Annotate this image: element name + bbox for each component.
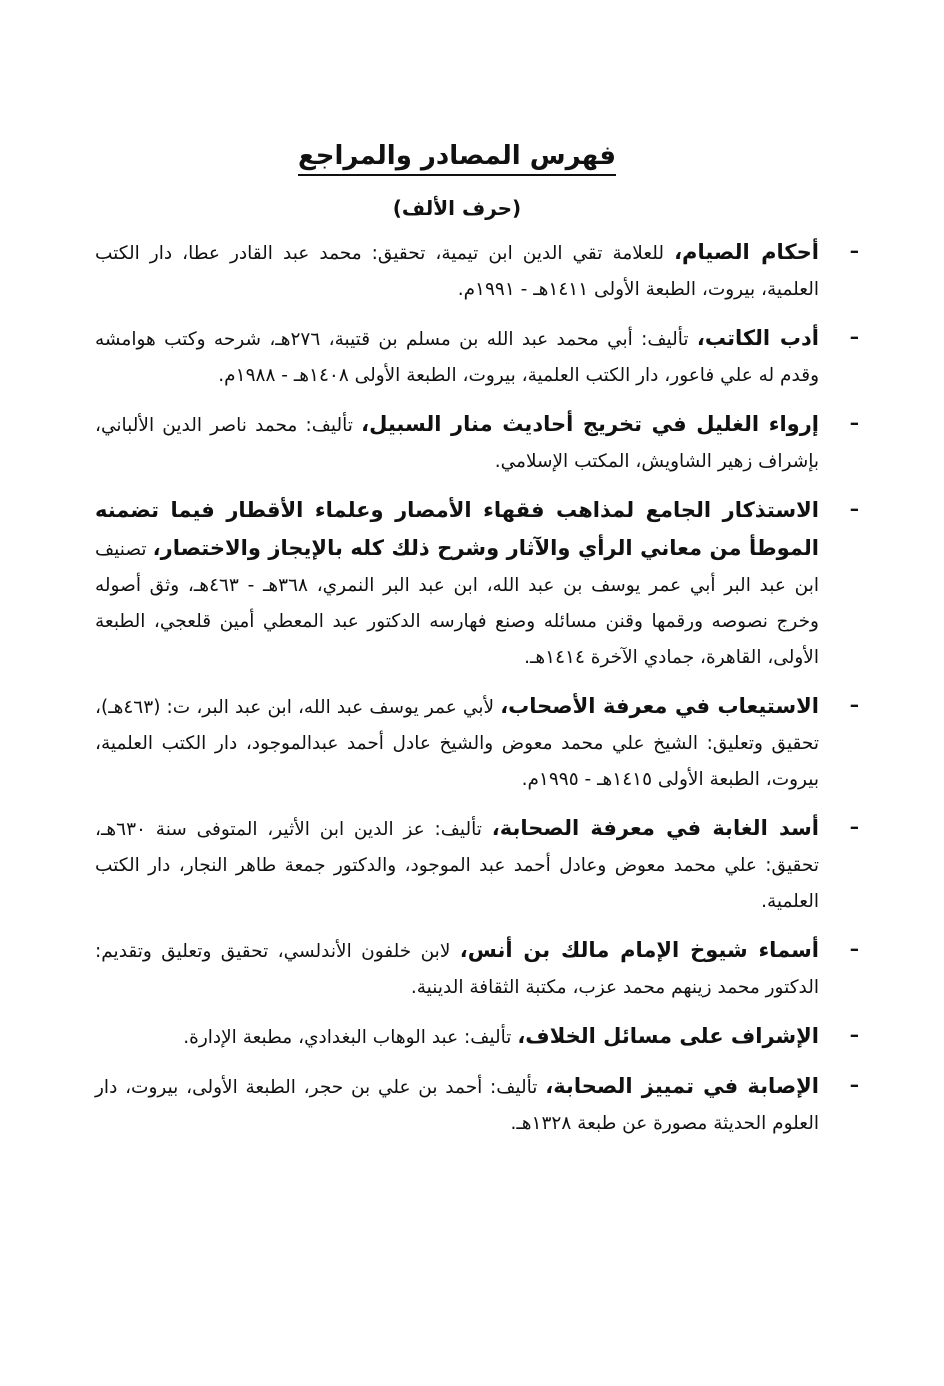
entry-detail: تصنيف ابن عبد البر أبي عمر يوسف بن عبد الله، ابن عبد البر النمري، ٣٦٨هـ - ٤٦٣هـ، وثق أصوله وخرج نصوصه ورقمها وقنن مسائله وصنع فهارسه الدكتور عبد المعطي أمين قلعجي، الطبعة الأولى، القاهرة، جمادي الآخرة ١٤١٤هـ. xyxy=(95,538,819,668)
entry-dash: – xyxy=(849,1074,859,1096)
entry-title: الاستذكار الجامع لمذاهب فقهاء الأمصار وعلماء الأقطار فيما تضمنه الموطأ من معاني الرأي والآثار وشرح ذلك كله بالإيجاز والاختصار، xyxy=(95,497,819,560)
entry-title: الإشراف على مسائل الخلاف، xyxy=(517,1023,819,1048)
entry-detail: تأليف: عبد الوهاب البغدادي، مطبعة الإدارة. xyxy=(183,1026,512,1048)
reference-entry xyxy=(95,1068,859,1142)
page-title xyxy=(95,140,819,174)
entry-dash: – xyxy=(849,498,859,520)
entry-detail: تأليف: محمد ناصر الدين الألباني، بإشراف زهير الشاويش، المكتب الإسلامي. xyxy=(95,414,819,472)
entry-title: أدب الكاتب، xyxy=(696,325,819,350)
entry-title: الإصابة في تمييز الصحابة، xyxy=(545,1073,819,1098)
reference-entry xyxy=(95,1018,859,1056)
entry-dash: – xyxy=(849,326,859,348)
entry-title: أسد الغابة في معرفة الصحابة، xyxy=(491,815,819,840)
reference-entry xyxy=(95,406,859,480)
entry-detail: لأبي عمر يوسف عبد الله، ابن عبد البر، ت: (٤٦٣هـ)، تحقيق وتعليق: الشيخ علي محمد معوض والشيخ عادل أحمد عبدالموجود، دار الكتب العلمية، بيروت، الطبعة الأولى ١٤١٥هـ - ١٩٩٥م. xyxy=(95,696,819,790)
reference-entry xyxy=(95,320,859,394)
entry-title: أسماء شيوخ الإمام مالك بن أنس، xyxy=(459,937,819,962)
entry-dash: – xyxy=(849,938,859,960)
entry-detail: تأليف: أبي محمد عبد الله بن مسلم بن قتيبة، ٢٧٦هـ، شرحه وكتب هوامشه وقدم له علي فاعور، دار الكتب العلمية، بيروت، الطبعة الأولى ١٤٠٨هـ - ١٩٨٨م. xyxy=(95,328,819,386)
entry-detail: تأليف: أحمد بن علي بن حجر، الطبعة الأولى، بيروت، دار العلوم الحديثة مصورة عن طبعة ١٣٢٨هـ. xyxy=(95,1076,819,1134)
references-list xyxy=(95,234,859,1142)
reference-entry xyxy=(95,234,859,308)
reference-entry xyxy=(95,492,859,676)
reference-entry xyxy=(95,810,859,920)
entry-detail: للعلامة تقي الدين ابن تيمية، تحقيق: محمد عبد القادر عطا، دار الكتب العلمية، بيروت، الطبعة الأولى ١٤١١هـ - ١٩٩١م. xyxy=(95,242,819,300)
entry-title: أحكام الصيام، xyxy=(674,239,819,264)
entry-title: الاستيعاب في معرفة الأصحاب، xyxy=(500,693,819,718)
page xyxy=(95,140,859,1154)
page-title-text: فهرس المصادر والمراجع xyxy=(298,141,616,176)
entry-dash: – xyxy=(849,412,859,434)
entry-dash: – xyxy=(849,240,859,262)
entry-detail: لابن خلفون الأندلسي، تحقيق وتعليق وتقديم: الدكتور محمد زينهم محمد عزب، مكتبة الثقافة الدينية. xyxy=(95,940,819,998)
entry-dash: – xyxy=(849,694,859,716)
reference-entry xyxy=(95,932,859,1006)
entry-dash: – xyxy=(849,1024,859,1046)
reference-entry xyxy=(95,688,859,798)
entry-detail: تأليف: عز الدين ابن الأثير، المتوفى سنة ٦٣٠هـ، تحقيق: علي محمد معوض وعادل أحمد عبد الموجود، والدكتور جمعة طاهر النجار، دار الكتب العلمية. xyxy=(95,818,819,912)
entry-dash: – xyxy=(849,816,859,838)
section-heading: (حرف الألف) xyxy=(392,195,522,220)
entry-title: إرواء الغليل في تخريج أحاديث منار السبيل، xyxy=(361,411,819,436)
